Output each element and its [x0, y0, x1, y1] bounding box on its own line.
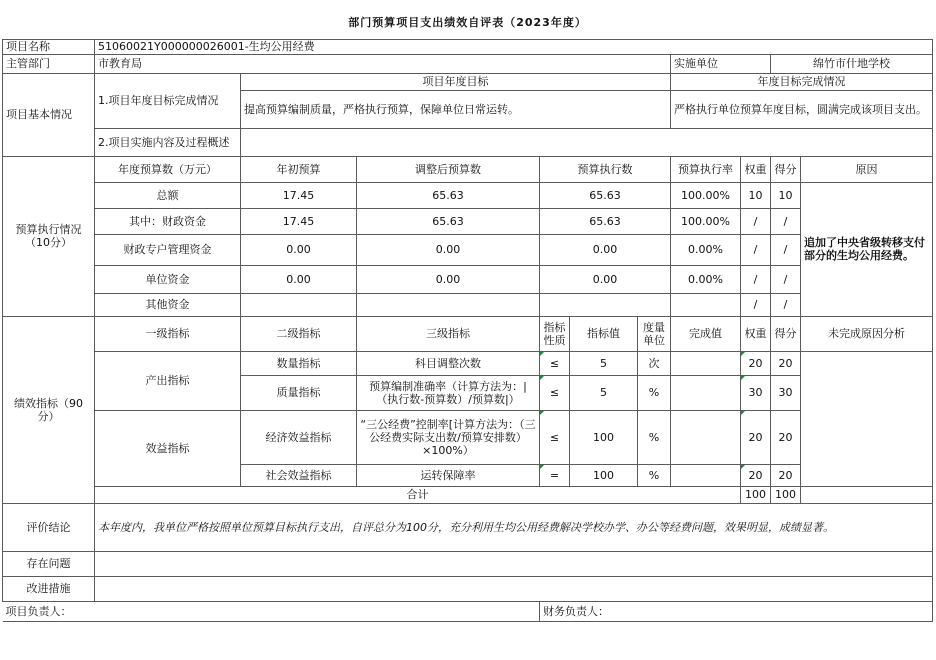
budget-row-executed: 65.63 [540, 208, 671, 234]
budget-row-score: / [771, 293, 801, 316]
perf-header-l3: 三级指标 [357, 316, 540, 351]
budget-row-weight: / [741, 293, 771, 316]
perf-header-l1: 一级指标 [95, 316, 241, 351]
perf-row-done [671, 464, 741, 486]
perf-row-weight: 30 [741, 375, 771, 410]
perf-row-nature: ≤ [540, 410, 570, 464]
budget-header-adjusted: 调整后预算数 [357, 156, 540, 182]
basic-row2-label: 2.项目实施内容及过程概述 [95, 128, 241, 156]
perf-header-value: 指标值 [570, 316, 638, 351]
conclusion-label: 评价结论 [3, 503, 95, 551]
perf-row-weight: 20 [741, 351, 771, 375]
budget-header-weight: 权重 [741, 156, 771, 182]
perf-row-score: 30 [771, 375, 801, 410]
impl-value: 绵竹市什地学校 [771, 54, 933, 73]
perf-row-weight: 20 [741, 410, 771, 464]
budget-row-executed [540, 293, 671, 316]
perf-row-nature: ≤ [540, 375, 570, 410]
budget-header-rate: 预算执行率 [671, 156, 741, 182]
perf-row [3, 351, 933, 375]
perf-l1-benefit: 效益指标 [95, 410, 241, 486]
perf-row-l2: 社会效益指标 [241, 464, 357, 486]
budget-header-executed: 预算执行数 [540, 156, 671, 182]
perf-row-l2: 质量指标 [241, 375, 357, 410]
budget-row-initial [241, 293, 357, 316]
project-name-label: 项目名称 [3, 39, 95, 54]
evaluation-table [2, 6, 933, 622]
budget-header-reason: 原因 [801, 156, 933, 182]
perf-row-done [671, 375, 741, 410]
dept-label: 主管部门 [3, 54, 95, 73]
budget-row-rate: 0.00% [671, 234, 741, 265]
budget-row-weight: / [741, 208, 771, 234]
budget-row-adjusted: 0.00 [357, 234, 540, 265]
budget-row [3, 265, 933, 293]
budget-row-weight: / [741, 265, 771, 293]
budget-row-adjusted: 0.00 [357, 265, 540, 293]
perf-row-l3: “三公经费”控制率[计算方法为：（三公经费实际支出数/预算安排数）×100%） [357, 410, 540, 464]
budget-row-score: 10 [771, 182, 801, 208]
measures-value [95, 576, 933, 601]
budget-row-executed: 0.00 [540, 234, 671, 265]
budget-row-weight: 10 [741, 182, 771, 208]
budget-row-initial: 0.00 [241, 265, 357, 293]
perf-header-nature: 指标性质 [540, 316, 570, 351]
perf-row-nature: ≤ [540, 351, 570, 375]
budget-row-executed: 0.00 [540, 265, 671, 293]
perf-row-l3: 运转保障率 [357, 464, 540, 486]
perf-l1-output: 产出指标 [95, 351, 241, 410]
measures-label: 改进措施 [3, 576, 95, 601]
budget-row-weight: / [741, 234, 771, 265]
budget-header-score: 得分 [771, 156, 801, 182]
perf-row-l2: 数量指标 [241, 351, 357, 375]
perf-header-l2: 二级指标 [241, 316, 357, 351]
budget-row-rate: 100.00% [671, 208, 741, 234]
budget-row-name: 其他资金 [95, 293, 241, 316]
budget-row-score: / [771, 265, 801, 293]
dept-value: 市教育局 [95, 54, 671, 73]
budget-header-annual: 年度预算数（万元） [95, 156, 241, 182]
budget-row-score: / [771, 208, 801, 234]
perf-header-unit: 度量单位 [638, 316, 671, 351]
perf-row-l3: 科目调整次数 [357, 351, 540, 375]
leader-label: 项目负责人： [3, 601, 540, 621]
perf-header-weight: 权重 [741, 316, 771, 351]
budget-row-name: 财政专户管理资金 [95, 234, 241, 265]
goal-text: 提高预算编制质量，严格执行预算，保障单位日常运转。 [241, 90, 671, 128]
perf-label: 绩效指标（90分） [3, 316, 95, 503]
issues-value [95, 551, 933, 576]
perf-row-done [671, 351, 741, 375]
budget-row-name: 其中：财政资金 [95, 208, 241, 234]
perf-row-unit: % [638, 464, 671, 486]
total-score: 100 [771, 486, 801, 503]
perf-row-nature: = [540, 464, 570, 486]
perf-header-score: 得分 [771, 316, 801, 351]
total-weight: 100 [741, 486, 771, 503]
budget-row-name: 总额 [95, 182, 241, 208]
perf-row-value: 5 [570, 351, 638, 375]
perf-row-done [671, 410, 741, 464]
budget-row-rate [671, 293, 741, 316]
project-name-value: 51060021Y000000026001-生均公用经费 [95, 39, 933, 54]
budget-reason: 追加了中央省级转移支付部分的生均公用经费。 [801, 182, 933, 316]
perf-row-score: 20 [771, 464, 801, 486]
budget-row-adjusted: 65.63 [357, 182, 540, 208]
total-reason [801, 486, 933, 503]
basic-row2-value [241, 128, 933, 156]
page-title: 部门预算项目支出绩效自评表（2023年度） [3, 6, 933, 39]
budget-row-rate: 100.00% [671, 182, 741, 208]
budget-row-name: 单位资金 [95, 265, 241, 293]
finance-label: 财务负责人： [540, 601, 933, 621]
budget-row [3, 208, 933, 234]
budget-row-initial: 17.45 [241, 182, 357, 208]
budget-row-initial: 0.00 [241, 234, 357, 265]
perf-row-value: 100 [570, 464, 638, 486]
perf-row-l2: 经济效益指标 [241, 410, 357, 464]
perf-row-score: 20 [771, 351, 801, 375]
issues-label: 存在问题 [3, 551, 95, 576]
budget-row [3, 293, 933, 316]
budget-row [3, 234, 933, 265]
budget-label: 预算执行情况（10分） [3, 156, 95, 316]
perf-header-reason: 未完成原因分析 [801, 316, 933, 351]
perf-header-done: 完成值 [671, 316, 741, 351]
perf-row-value: 100 [570, 410, 638, 464]
basic-row1-label: 1.项目年度目标完成情况 [95, 73, 241, 128]
conclusion-text: 本年度内，我单位严格按照单位预算目标执行支出，自评总分为100分，充分利用生均公用经费解决学校办学、办公等经费问题，效果明显，成绩显著。 [95, 503, 933, 551]
perf-row-weight: 20 [741, 464, 771, 486]
budget-row-rate: 0.00% [671, 265, 741, 293]
perf-row-value: 5 [570, 375, 638, 410]
budget-row-initial: 17.45 [241, 208, 357, 234]
budget-row-score: / [771, 234, 801, 265]
budget-row [3, 182, 933, 208]
budget-row-adjusted [357, 293, 540, 316]
budget-header-initial: 年初预算 [241, 156, 357, 182]
done-header: 年度目标完成情况 [671, 73, 933, 90]
total-label: 合计 [95, 486, 741, 503]
perf-row [3, 410, 933, 464]
done-text: 严格执行单位预算年度目标，圆满完成该项目支出。 [671, 90, 933, 128]
perf-row-unit: 次 [638, 351, 671, 375]
budget-row-adjusted: 65.63 [357, 208, 540, 234]
basic-label: 项目基本情况 [3, 73, 95, 156]
perf-reason-analysis [801, 351, 933, 486]
budget-row-executed: 65.63 [540, 182, 671, 208]
impl-label: 实施单位 [671, 54, 771, 73]
perf-row-unit: % [638, 375, 671, 410]
perf-row-unit: % [638, 410, 671, 464]
perf-row-score: 20 [771, 410, 801, 464]
goal-header: 项目年度目标 [241, 73, 671, 90]
perf-row-l3: 预算编制准确率（计算方法为：|（执行数-预算数）/预算数|） [357, 375, 540, 410]
